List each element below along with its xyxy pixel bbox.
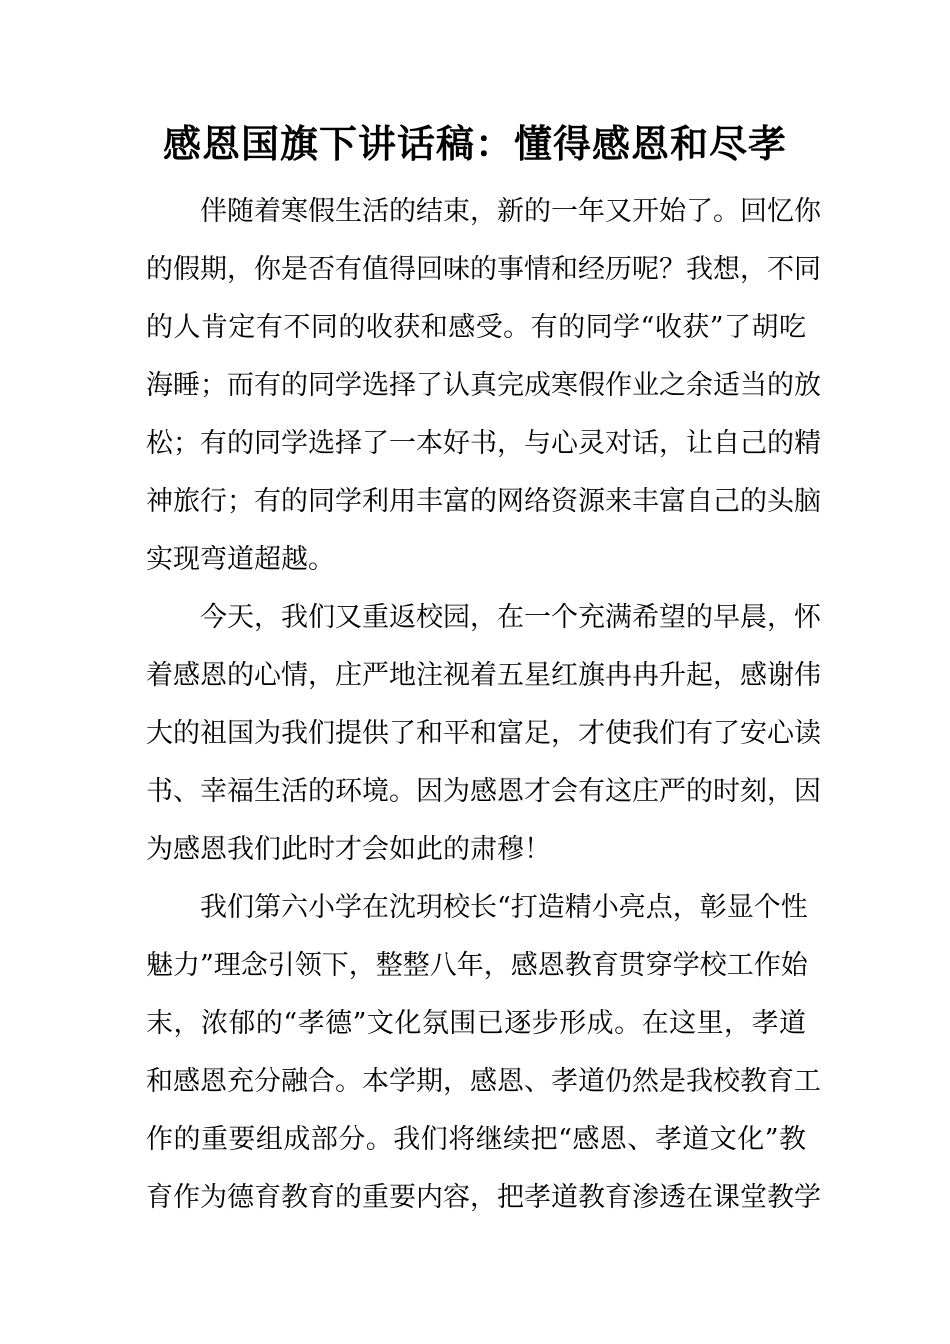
text-line: 魅力”理念引领下，整整八年，感恩教育贯穿学校工作始 <box>146 950 808 981</box>
text-line: 实现弯道超越。 <box>146 544 335 575</box>
text-line: 今天，我们又重返校园，在一个充满希望的早晨，怀 <box>200 602 821 633</box>
paragraph-3 <box>146 879 821 1227</box>
text-line: 育作为德育教育的重要内容，把孝道教育渗透在课堂教学 <box>146 1182 821 1213</box>
document-body <box>146 183 821 1227</box>
text-line: 神旅行；有的同学利用丰富的网络资源来丰富自己的头脑 <box>146 486 821 517</box>
text-line: 的人肯定有不同的收获和感受。有的同学“收获”了胡吃 <box>146 312 806 343</box>
text-line: 伴随着寒假生活的结束，新的一年又开始了。回忆你 <box>200 196 821 227</box>
text-line: 末，浓郁的“孝德”文化氛围已逐步形成。在这里，孝道 <box>146 1008 806 1039</box>
text-line: 海睡；而有的同学选择了认真完成寒假作业之余适当的放 <box>146 370 821 401</box>
text-line: 书、幸福生活的环境。因为感恩才会有这庄严的时刻，因 <box>146 776 821 807</box>
text-line: 作的重要组成部分。我们将继续把“感恩、孝道文化”教 <box>146 1124 806 1155</box>
text-line: 和感恩充分融合。本学期，感恩、孝道仍然是我校教育工 <box>146 1066 821 1097</box>
paragraph-1 <box>146 183 821 589</box>
page-title: 感恩国旗下讲话稿：懂得感恩和尽孝 <box>162 122 787 166</box>
text-line: 大的祖国为我们提供了和平和富足，才使我们有了安心读 <box>146 718 821 749</box>
text-line: 的假期，你是否有值得回味的事情和经历呢？我想，不同 <box>146 254 821 285</box>
text-line: 着感恩的心情，庄严地注视着五星红旗冉冉升起，感谢伟 <box>146 660 821 691</box>
text-line: 我们第六小学在沈玥校长“打造精小亮点，彰显个性 <box>200 892 808 923</box>
text-line: 为感恩我们此时才会如此的肃穆！ <box>146 834 551 865</box>
text-line: 松；有的同学选择了一本好书，与心灵对话，让自己的精 <box>146 428 821 459</box>
paragraph-2 <box>146 589 821 879</box>
